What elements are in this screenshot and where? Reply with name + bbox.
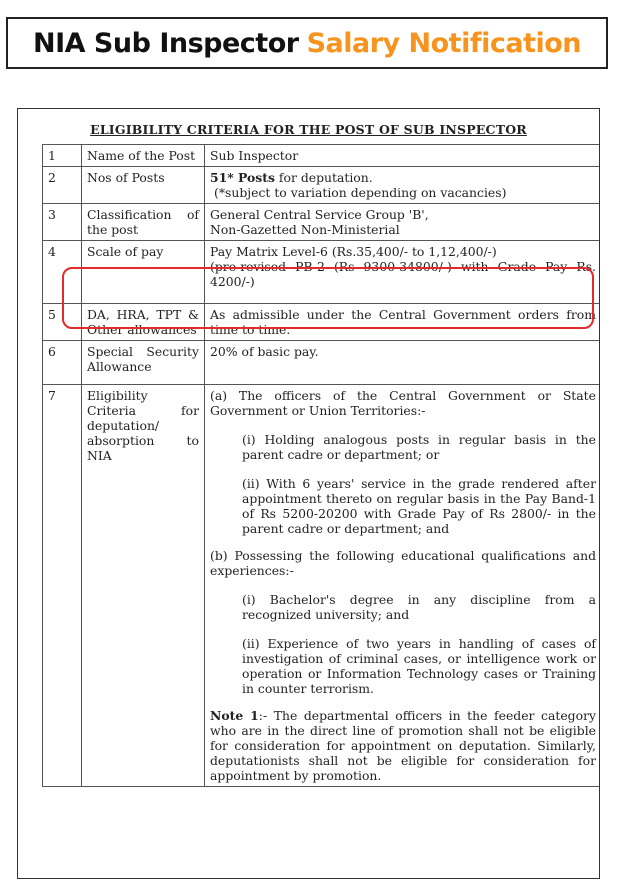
page-banner	[6, 17, 608, 69]
row-number: 4	[43, 241, 82, 304]
document-scan	[17, 108, 600, 879]
row-number: 3	[43, 204, 82, 241]
eligibility-table	[42, 144, 600, 787]
row-label: Nos of Posts	[82, 167, 205, 204]
table-row	[43, 385, 601, 787]
posts-count: 51* Posts	[210, 170, 275, 185]
row-value: As admissible under the Central Government orders from time to time.	[205, 304, 601, 341]
row-value	[205, 204, 601, 241]
row-label: Name of the Post	[82, 145, 205, 167]
criteria-a-ii: (ii) With 6 years' service in the grade rendered after appointment thereto on regular basis in the Pay Band-1 of Rs 5200-20200 with Grade Pay of Rs 2800/- in the parent cadre or department; and	[242, 476, 596, 536]
table-row	[43, 145, 601, 167]
table-row	[43, 341, 601, 385]
table-row	[43, 304, 601, 341]
posts-line	[210, 170, 596, 185]
row-number: 2	[43, 167, 82, 204]
note-text: :- The departmental officers in the feeder category who are in the direct line of promotion shall not be eligible for consideration for appointment on deputation. Similarly, deputationists shall not be eligible for consideration for appointment by promotion.	[210, 708, 596, 783]
table-row	[43, 167, 601, 204]
row-number: 6	[43, 341, 82, 385]
pay-matrix-line: Pay Matrix Level-6 (Rs.35,400/- to 1,12,400/-)	[210, 244, 497, 259]
posts-note: (*subject to variation depending on vacancies)	[214, 185, 507, 200]
row-number: 5	[43, 304, 82, 341]
table-row	[43, 241, 601, 304]
banner-title-part1: NIA Sub Inspector	[32, 27, 299, 59]
banner-title-part2: Salary Notification	[306, 27, 581, 59]
row-value: 20% of basic pay.	[205, 341, 601, 385]
row-label: Classification of the post	[82, 204, 205, 241]
row-number: 1	[43, 145, 82, 167]
document-title: ELIGIBILITY CRITERIA FOR THE POST OF SUB INSPECTOR	[90, 122, 527, 137]
note-label: Note 1	[210, 708, 259, 723]
pay-prerevised-line: (pre-revised PB-2 (Rs 9300-34800/-) with Grade Pay Rs. 4200/-)	[210, 259, 596, 289]
row-label: Eligibility Criteria for deputation/ absorption to NIA	[82, 385, 205, 787]
classification-line2: Non-Gazetted Non-Ministerial	[210, 222, 400, 237]
note-1	[210, 708, 596, 783]
table-row	[43, 204, 601, 241]
row-value: Sub Inspector	[205, 145, 601, 167]
criteria-a: (a) The officers of the Central Government or State Government or Union Territories:-	[210, 388, 596, 418]
row-label: DA, HRA, TPT & Other allowances	[82, 304, 205, 341]
criteria-b: (b) Possessing the following educational qualifications and experiences:-	[210, 548, 596, 578]
criteria-b-ii: (ii) Experience of two years in handling of cases of investigation of criminal cases, or intelligence work or operation or Information Technology cases or Training in counter terrorism.	[242, 636, 596, 696]
row-value	[205, 241, 601, 304]
classification-line1: General Central Service Group 'B',	[210, 207, 429, 222]
row-value	[205, 167, 601, 204]
row-label: Special Security Allowance	[82, 341, 205, 385]
criteria-a-i: (i) Holding analogous posts in regular basis in the parent cadre or department; or	[242, 432, 596, 462]
criteria-b-i: (i) Bachelor's degree in any discipline from a recognized university; and	[242, 592, 596, 622]
row-value	[205, 385, 601, 787]
posts-text: for deputation.	[274, 170, 373, 185]
row-label: Scale of pay	[82, 241, 205, 304]
row-number: 7	[43, 385, 82, 787]
